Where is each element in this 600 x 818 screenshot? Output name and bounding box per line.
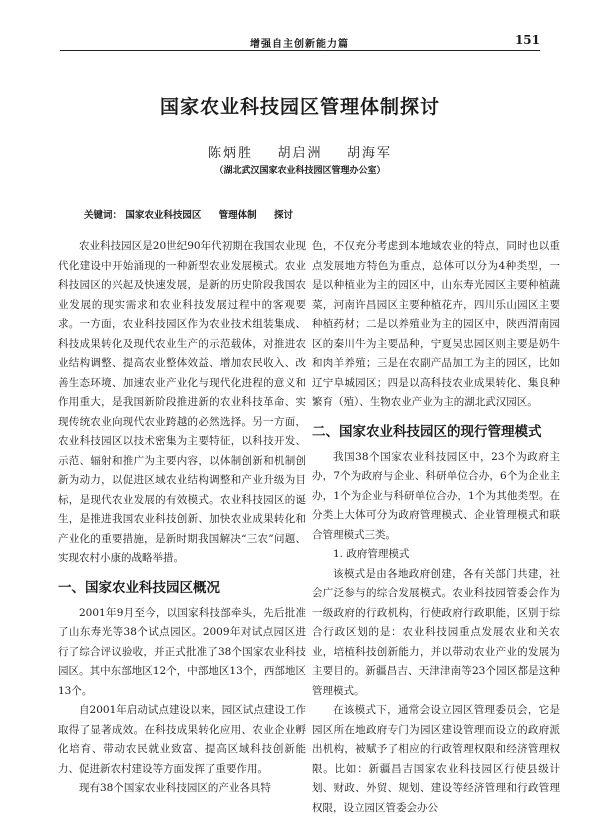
section-heading: 一、国家农业科技园区概况 — [58, 579, 220, 596]
running-head-title: 增强自主创新能力篇 — [250, 39, 349, 50]
body-paragraph: 我国38个国家农业科技园区中，23个为政府主办，7个为政府与企业、科研单位合办，6个为企业主办，1个为企业与科研单位合办，1个为其他类型。在分类上大体可分为政府管理模式、企业管理模式和联合管理模式三类。 — [312, 450, 560, 541]
keyword: 探讨 — [273, 210, 293, 221]
left-column — [58, 237, 306, 799]
section-heading: 二、国家农业科技园区的现行管理模式 — [312, 423, 542, 440]
body-paragraph: 色，不仅充分考虑到本地域农业的特点，同时也以重点发展地方特色为重点，总体可以分为4种类型，一是以种植业为主的园区中，山东寿光园区主要种植蔬菜，河南许昌园区主要种植花卉，四川乐山园区主要种植药材；二是以养殖业为主的园区中，陕西渭南园区的秦川牛为主要品种，宁夏吴忠园区则主要是奶牛和肉羊养殖；三是在农副产品加工为主的园区，比如辽宁阜城园区；四是以高科技农业成果转化、集良种繁育（殖）、生物农业产业为主的湖北武汉园区。 — [312, 240, 560, 408]
author-affiliation: （湖北武汉国家农业科技园区管理办公室） — [214, 166, 386, 176]
right-column — [312, 237, 560, 818]
keyword: 管理体制 — [218, 210, 257, 221]
author-list — [0, 142, 600, 161]
intro-paragraph: 农业科技园区是20世纪90年代初期在我国农业现代化建设中开始涌现的一种新型农业发展模式。农业科技园区的兴起及快速发展，是新的历史阶段我国农业发展的现实需求和农业科技发展过程中的客观要求。一方面，农业科技园区作为农业技术组装集成、科技成果转化及现代农业生产的示范载体，对推进农业结构调整、提高农业整体效益、增加农民收入、改善生态环境、加速农业产业化与现代化进程的意义和作用重大，是我国新阶段推进新的农业科技革命、实现传统农业向现代农业跨越的必然选择。另一方面，农业科技园区以技术密集为主要特征，以科技开发、示范、辐射和推广为主要内容，以体制创新和机制创新为动力，以促进区域农业结构调整和产业升级为目标，是现代农业发展的有效模式。农业科技园区的诞生，是推进我国农业科技创新、加快农业成果转化和产业化的重要措施，是新时期我国解决“三农”问题、实现农村小康的战略举措。 — [58, 240, 306, 564]
keywords — [84, 207, 307, 221]
author-name: 陈炳胜 — [207, 146, 253, 161]
keyword: 国家农业科技园区 — [125, 210, 202, 221]
running-head — [60, 32, 540, 51]
body-paragraph: 现有38个国家农业科技园区的产业各具特 — [79, 782, 271, 794]
body-paragraph: 该模式是由各地政府创建，各有关部门共建，社会广泛参与的综合发展模式。农业科技园管委会作为一级政府的行政机构，行使政府行政职能，区别于综合行政区划的是：农业科技园重点发展农业和关农业，培植科技创新能力，并以带动农业产业的发展为主要目的。新疆昌吉、天津津南等23个园区都是这种管理模式。 — [312, 567, 560, 697]
body-paragraph: 自2001年启动试点建设以来，园区试点建设工作取得了显著成效。在科技成果转化应用、农业企业孵化培育、带动农民就业致富、提高区域科技创新能力、促进新农村建设等方面发挥了重要作用。 — [58, 704, 306, 775]
author-name: 胡启洲 — [277, 146, 323, 161]
body-paragraph: 2001年9月至今，以国家科技部牵头，先后批准了山东寿光等38个试点园区。2009年对试点园区进行了综合评议验收，并正式批准了38个国家农业科技园区。其中东部地区12个，中部地区13个，西部地区13个。 — [58, 606, 306, 697]
page-number: 151 — [514, 33, 540, 47]
body-paragraph: 在该模式下，通常会设立园区管理委员会，它是园区所在地政府专门为园区建设管理而设立的政府派出机构，被赋予了相应的行政管理权限和经济管理权限。比如：新疆昌吉国家农业科技园区行使县级计划、财政、外贸、规划、建设等经济管理和行政管理权限，设立园区管委会办公 — [312, 704, 560, 814]
author-name: 胡海军 — [347, 146, 393, 161]
subsection-heading: 1. 政府管理模式 — [333, 548, 410, 560]
keywords-label: 关键词： — [84, 210, 123, 221]
article-title: 国家农业科技园区管理体制探讨 — [159, 96, 440, 118]
